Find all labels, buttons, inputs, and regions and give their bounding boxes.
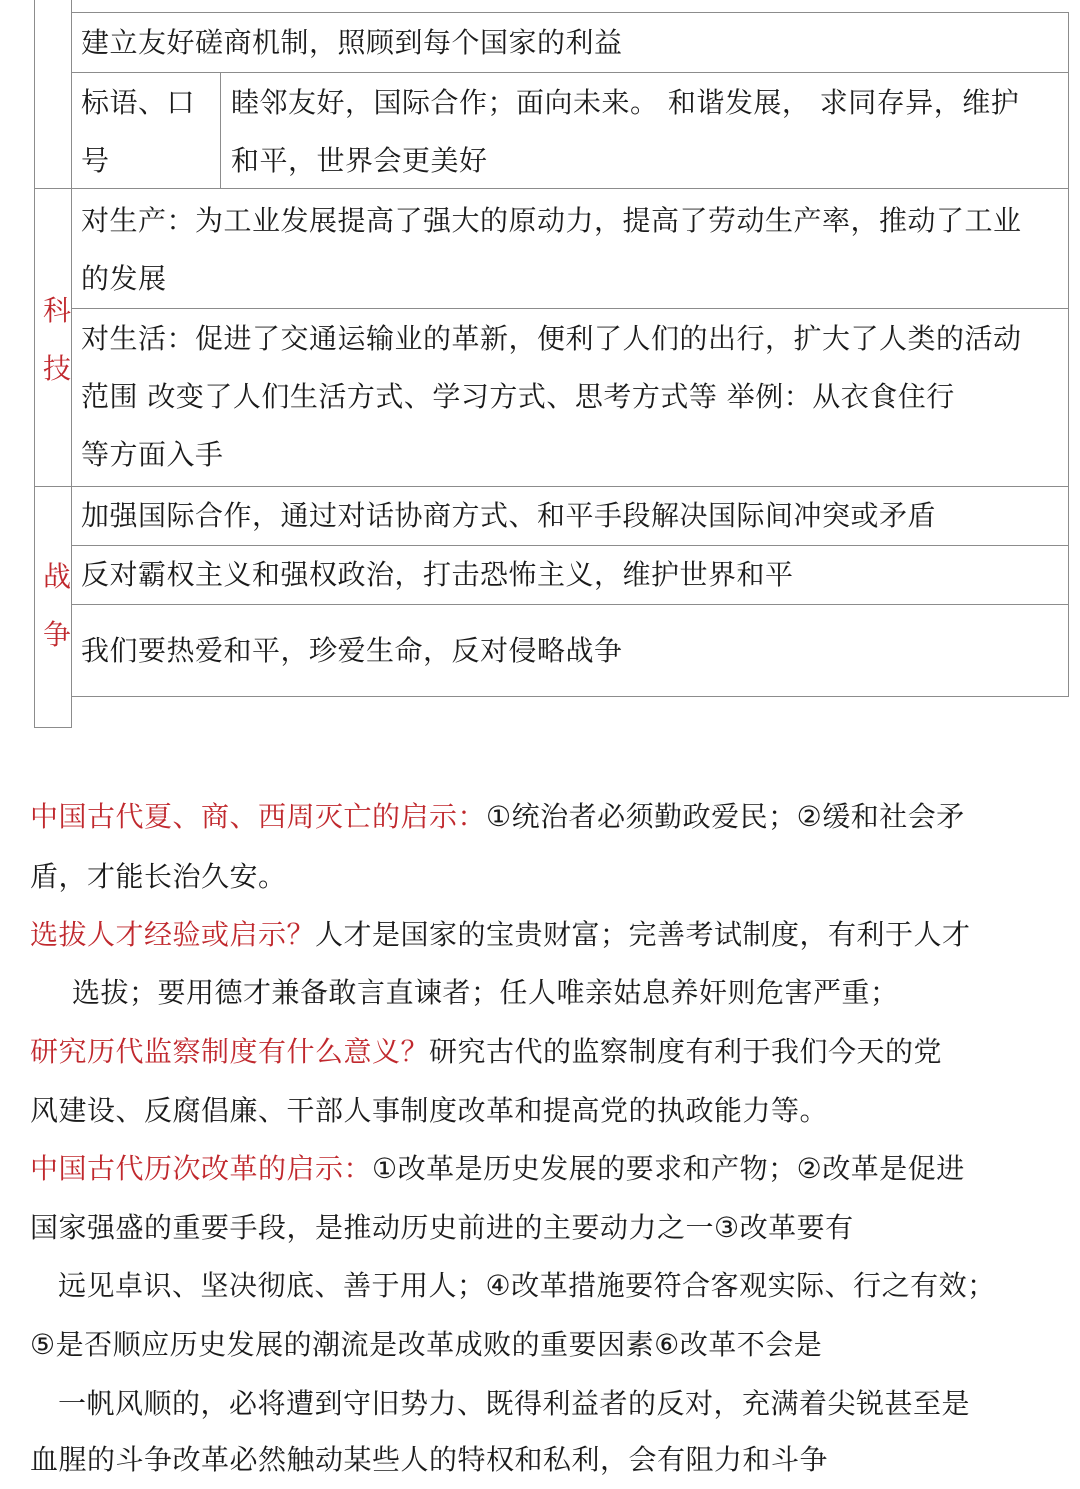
table-border [1068, 12, 1069, 696]
table-border [71, 308, 1069, 309]
table-cell-friendly-consultation: 建立友好磋商机制，照顾到每个国家的利益 [81, 26, 623, 59]
note-4-text-line3: 远见卓识、坚决彻底、善于用人；④改革措施要符合客观实际、行之有效； [58, 1269, 996, 1302]
note-1-line1 [30, 800, 965, 834]
table-border [71, 12, 1069, 13]
section-label-war-char2: 争 [43, 618, 72, 651]
table-border [220, 72, 221, 188]
note-4-text-line2: 国家强盛的重要手段，是推动历史前进的主要动力之一③改革要有 [30, 1211, 854, 1244]
war-row1: 加强国际合作，通过对话协商方式、和平手段解决国际间冲突或矛盾 [81, 499, 937, 532]
table-border [71, 604, 1069, 605]
slogan-text-line2: 和平，世界会更美好 [231, 144, 488, 177]
note-2-heading: 选拔人才经验或启示？ [30, 918, 316, 951]
note-1-text-line1: ①统治者必须勤政爱民；②缓和社会矛 [486, 800, 965, 833]
section-label-war-char1: 战 [43, 560, 72, 593]
war-row2: 反对霸权主义和强权政治，打击恐怖主义，维护世界和平 [81, 558, 794, 591]
note-4-text-line4: ⑤是否顺应历史发展的潮流是改革成败的重要因素⑥改革不会是 [30, 1328, 823, 1361]
note-4-text-line1: ①改革是历史发展的要求和产物；②改革是促进 [372, 1152, 965, 1185]
section-label-technology-char1: 科 [43, 294, 72, 327]
note-3-text-line1: 研究古代的监察制度有利于我们今天的党 [429, 1035, 943, 1068]
table-border [34, 188, 1069, 189]
note-3-heading: 研究历代监察制度有什么意义？ [30, 1035, 430, 1068]
production-line1: 对生产：为工业发展提高了强大的原动力，提高了劳动生产率，推动了工业 [81, 204, 1022, 237]
note-2-line1 [30, 918, 971, 952]
note-2-text-line2: 选拔；要用德才兼备敢言直谏者；任人唯亲姑息养奸则危害严重； [72, 976, 899, 1009]
table-border [34, 486, 1069, 487]
note-3-text-line2: 风建设、反腐倡廉、干部人事制度改革和提高党的执政能力等。 [30, 1094, 829, 1127]
life-line1: 对生活：促进了交通运输业的革新，便利了人们的出行，扩大了人类的活动 [81, 322, 1022, 355]
note-4-heading: 中国古代历次改革的启示： [30, 1152, 373, 1185]
note-4-text-line6: 血腥的斗争改革必然触动某些人的特权和私利，会有阻力和斗争 [30, 1443, 829, 1476]
production-line2: 的发展 [81, 262, 167, 295]
table-border [71, 545, 1069, 546]
note-1-text-line2: 盾，才能长治久安。 [30, 860, 287, 893]
war-row3: 我们要热爱和平，珍爱生命，反对侵略战争 [81, 634, 623, 667]
section-label-technology-char2: 技 [43, 352, 72, 385]
slogan-label-line2: 号 [81, 144, 110, 177]
note-1-heading: 中国古代夏、商、西周灭亡的启示： [30, 800, 487, 833]
note-3-line1 [30, 1035, 942, 1069]
table-border [71, 0, 72, 728]
life-line3: 等方面入手 [81, 438, 224, 471]
slogan-label-line1: 标语、口 [81, 86, 196, 119]
note-4-line1 [30, 1152, 965, 1186]
table-border [34, 0, 35, 728]
note-4-text-line5: 一帆风顺的，必将遭到守旧势力、既得利益者的反对，充满着尖锐甚至是 [58, 1387, 971, 1420]
table-border [34, 727, 72, 728]
slogan-text-line1: 睦邻友好，国际合作；面向未来。 和谐发展， 求同存异，维护 [231, 86, 1020, 119]
note-2-text-line1: 人才是国家的宝贵财富；完善考试制度，有利于人才 [315, 918, 971, 951]
table-border [71, 696, 1069, 697]
life-line2: 范围 改变了人们生活方式、学习方式、思考方式等 举例：从衣食住行 [81, 380, 955, 413]
